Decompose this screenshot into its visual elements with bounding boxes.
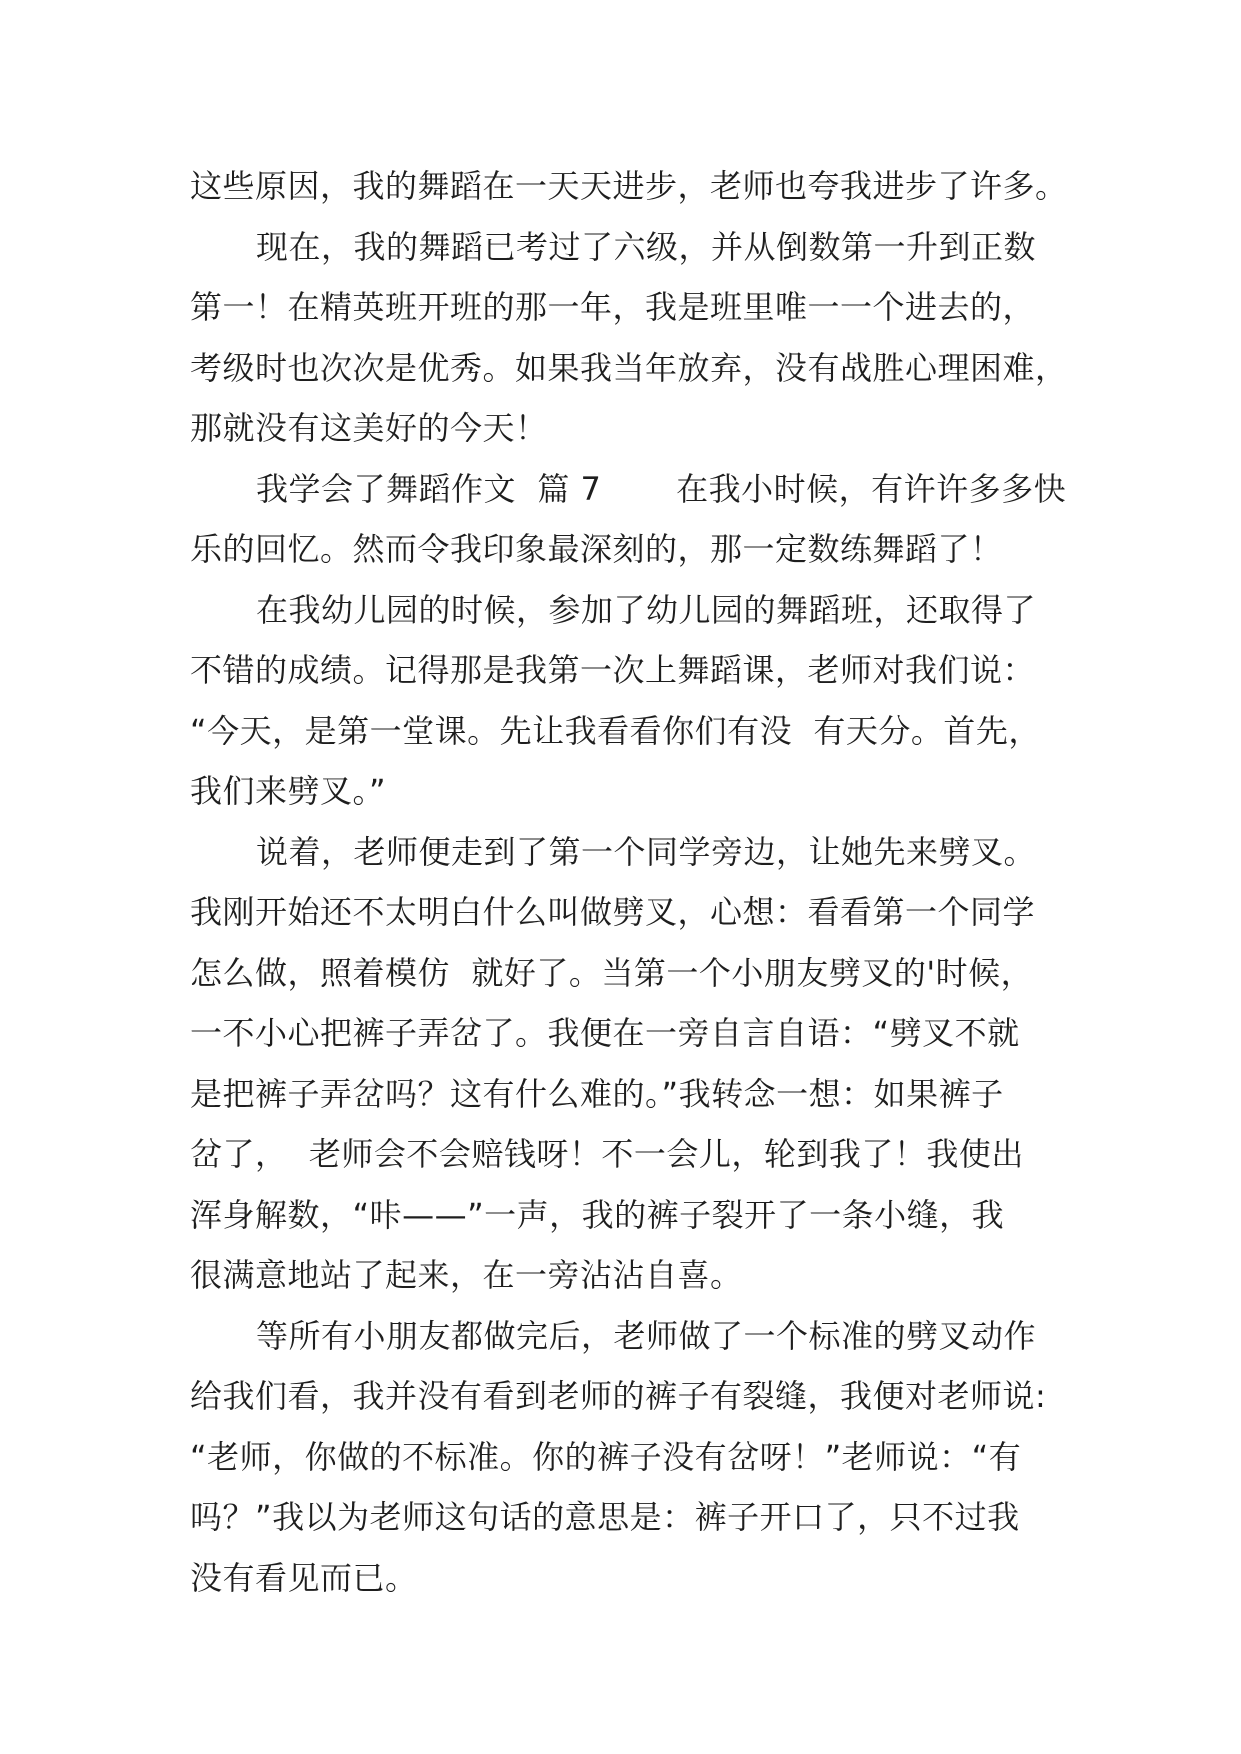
text-line: 没有看见而已。 <box>190 1558 418 1597</box>
text-line: 岔了， 老师会不会赔钱呀！不一会儿，轮到我了！我使出 <box>190 1135 1024 1173</box>
text-line: 是把裤子弄岔吗？这有什么难的。”我转念一想：如果裤子 <box>190 1074 1004 1113</box>
text-line: 等所有小朋友都做完后，老师做了一个标准的劈叉动作 <box>256 1316 1037 1355</box>
text-line: 第一！在精英班开班的那一年，我是班里唯一一个进去的， <box>190 288 1036 326</box>
text-line: 给我们看，我并没有看到老师的裤子有裂缝，我便对老师说: <box>190 1377 1047 1415</box>
text-line: 那就没有这美好的今天！ <box>190 409 548 447</box>
text-line: “今天，是第一堂课。先让我看看你们有没 有天分。首先， <box>190 711 1041 750</box>
text-line: 我刚开始还不太明白什么叫做劈叉，心想：看看第一个同学 <box>190 893 1036 931</box>
text-line: 吗？”我以为老师这句话的意思是：裤子开口了，只不过我 <box>190 1498 1020 1536</box>
text-line: 现在，我的舞蹈已考过了六级，并从倒数第一升到正数 <box>256 227 1037 266</box>
text-line: 说着，老师便走到了第一个同学旁边，让她先来劈叉。 <box>256 832 1037 871</box>
essay-body <box>190 156 1068 1608</box>
text-line: 在我幼儿园的时候，参加了幼儿园的舞蹈班，还取得了 <box>256 590 1037 629</box>
text-line: 这些原因，我的舞蹈在一天天进步，老师也夸我进步了许多。 <box>190 167 1068 205</box>
text-line: 我们来劈叉。” <box>190 772 387 810</box>
text-line: 怎么做，照着模仿 就好了。当第一个小朋友劈叉的'时候， <box>190 953 1034 992</box>
text-line: 一不小心把裤子弄岔了。我便在一旁自言自语：“劈叉不就 <box>190 1014 1020 1052</box>
text-line: 浑身解数，“咔——”一声，我的裤子裂开了一条小缝，我 <box>190 1195 1005 1234</box>
text-line: 很满意地站了起来，在一旁沾沾自喜。 <box>190 1256 743 1294</box>
text-line: “老师，你做的不标准。你的裤子没有岔呀！”老师说：“有 <box>190 1437 1022 1476</box>
text-line: 不错的成绩。记得那是我第一次上舞蹈课，老师对我们说： <box>190 651 1036 689</box>
text-line: 考级时也次次是优秀。如果我当年放弃，没有战胜心理困难， <box>190 348 1068 387</box>
text-line: 乐的回忆。然而令我印象最深刻的，那一定数练舞蹈了！ <box>190 530 1003 568</box>
section-heading-line: 我学会了舞蹈作文 篇 7 在我小时候，有许许多多快 <box>256 469 1067 508</box>
